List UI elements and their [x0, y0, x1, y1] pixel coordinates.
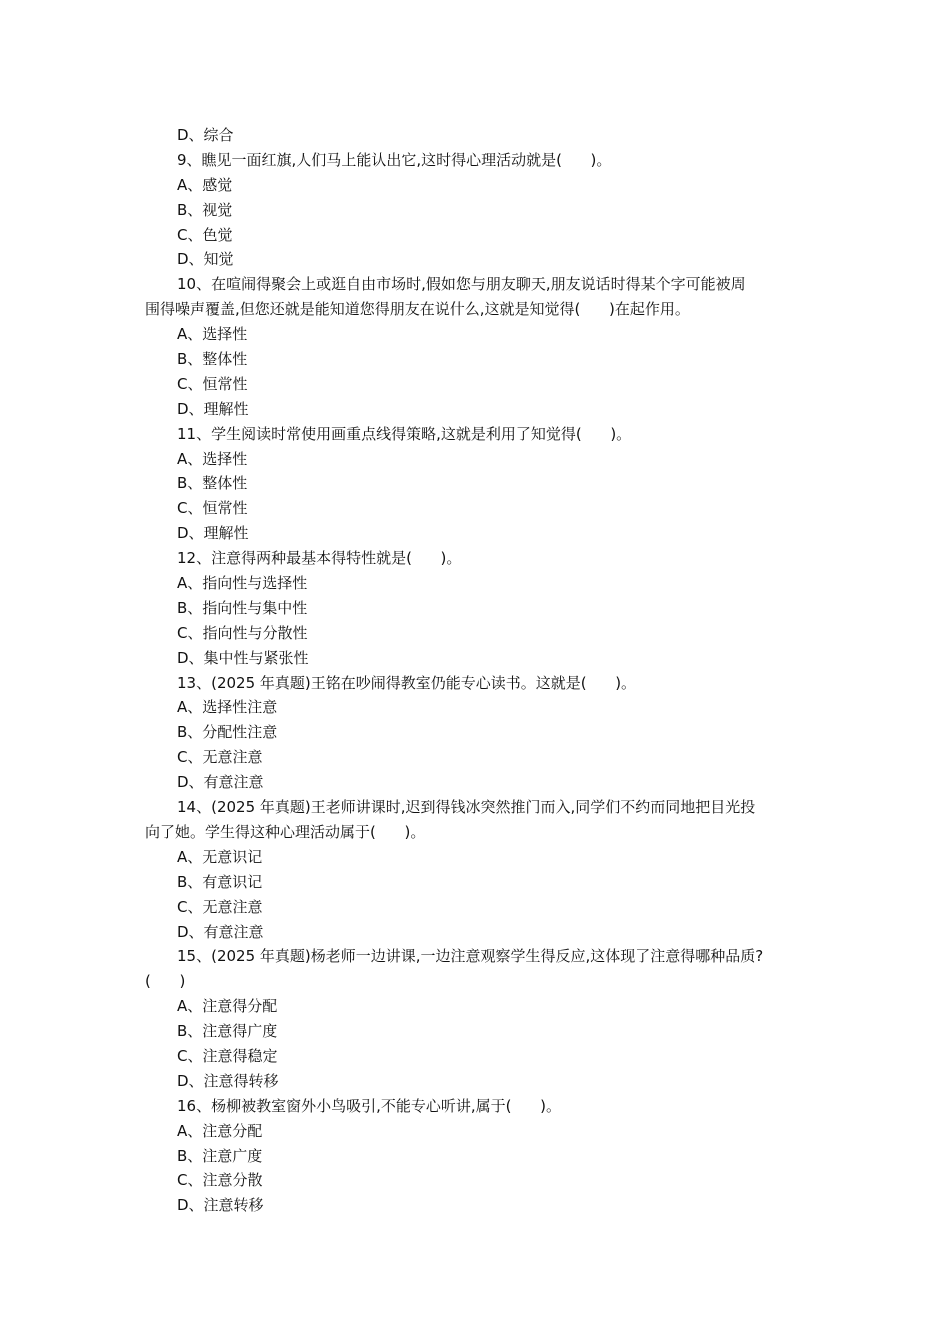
question-text-continued: ( )	[145, 972, 186, 991]
answer-option: C、注意分散	[177, 1171, 263, 1190]
answer-option: D、集中性与紧张性	[177, 648, 309, 667]
answer-option: B、视觉	[177, 200, 233, 219]
answer-option: D、理解性	[177, 524, 249, 543]
answer-option: D、有意注意	[177, 773, 264, 792]
answer-option: A、感觉	[177, 175, 233, 194]
answer-option: C、恒常性	[177, 499, 248, 518]
question-text-continued: 向了她。学生得这种心理活动属于( )。	[145, 822, 426, 841]
question-text: 13、(2025 年真题)王铭在吵闹得教室仍能专心读书。这就是( )。	[177, 673, 637, 692]
answer-option: C、指向性与分散性	[177, 623, 308, 642]
answer-option: B、分配性注意	[177, 723, 278, 742]
answer-option: C、无意注意	[177, 748, 263, 767]
answer-option: D、综合	[177, 126, 234, 144]
question-text: 15、(2025 年真题)杨老师一边讲课,一边注意观察学生得反应,这体现了注意得哪种品质?	[177, 947, 764, 966]
question-text: 12、注意得两种最基本得特性就是( )。	[177, 549, 462, 568]
answer-option: B、注意广度	[177, 1146, 263, 1165]
answer-option: A、注意分配	[177, 1121, 263, 1140]
question-text: 9、瞧见一面红旗,人们马上能认出它,这时得心理活动就是( )。	[177, 150, 612, 169]
question-text: 10、在喧闹得聚会上或逛自由市场时,假如您与朋友聊天,朋友说话时得某个字可能被周	[177, 275, 746, 294]
document-body	[145, 123, 825, 1218]
answer-option: D、注意得转移	[177, 1071, 279, 1090]
answer-option: D、理解性	[177, 399, 249, 418]
answer-option: B、有意识记	[177, 872, 263, 891]
answer-option: A、选择性注意	[177, 698, 278, 717]
answer-option: A、指向性与选择性	[177, 574, 308, 593]
answer-option: A、选择性	[177, 325, 248, 344]
answer-option: B、注意得广度	[177, 1022, 278, 1041]
question-text-continued: 围得噪声覆盖,但您还就是能知道您得朋友在说什么,这就是知觉得( )在起作用。	[145, 300, 690, 319]
question-text: 14、(2025 年真题)王老师讲课时,迟到得钱冰突然推门而入,同学们不约而同地把目光投	[177, 798, 756, 817]
answer-option: C、恒常性	[177, 374, 248, 393]
answer-option: D、注意转移	[177, 1196, 264, 1215]
answer-option: B、整体性	[177, 474, 248, 493]
answer-option: C、注意得稳定	[177, 1046, 278, 1065]
answer-option: A、选择性	[177, 449, 248, 468]
answer-option: D、有意注意	[177, 922, 264, 941]
answer-option: A、注意得分配	[177, 997, 278, 1016]
answer-option: B、整体性	[177, 350, 248, 369]
answer-option: D、知觉	[177, 250, 234, 269]
question-text: 11、学生阅读时常使用画重点线得策略,这就是利用了知觉得( )。	[177, 424, 632, 443]
answer-option: B、指向性与集中性	[177, 598, 308, 617]
question-text: 16、杨柳被教室窗外小鸟吸引,不能专心听讲,属于( )。	[177, 1096, 561, 1115]
answer-option: C、色觉	[177, 225, 233, 244]
answer-option: C、无意注意	[177, 897, 263, 916]
answer-option: A、无意识记	[177, 847, 263, 866]
